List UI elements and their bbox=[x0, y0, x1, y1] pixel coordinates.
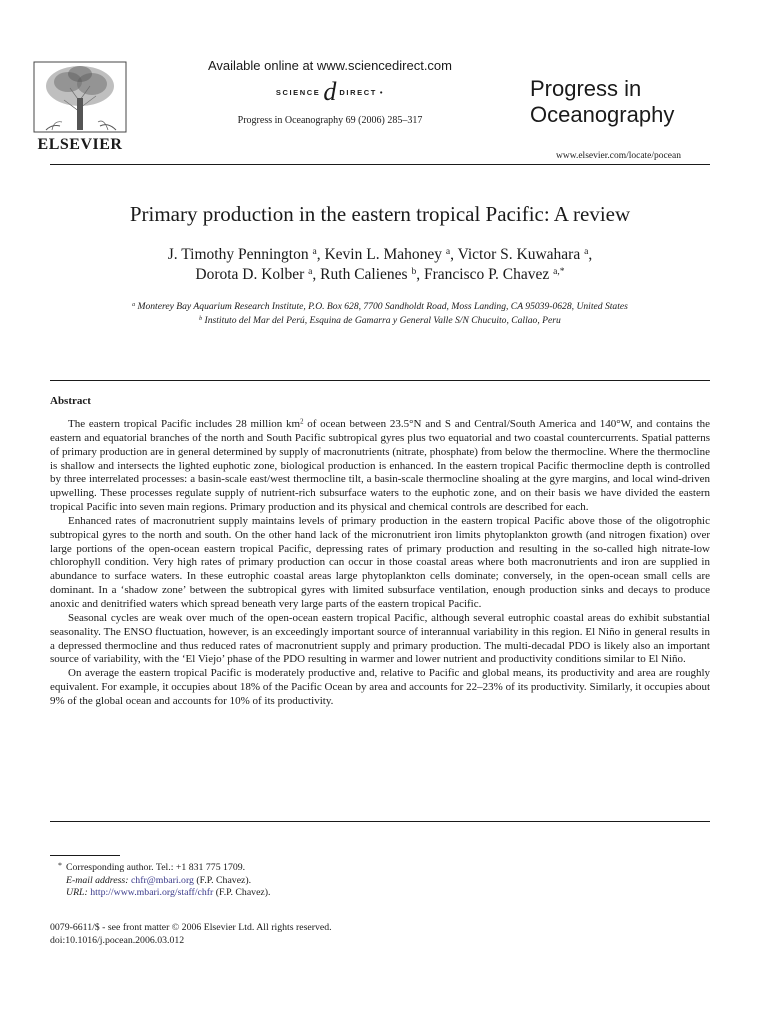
journal-title-line2: Oceanography bbox=[530, 102, 675, 127]
footnote-line bbox=[50, 875, 271, 888]
corresponding-author-footnote bbox=[50, 862, 271, 900]
sciencedirect-bullet: • bbox=[379, 87, 385, 97]
url-label: URL: bbox=[66, 887, 88, 898]
affiliation-marker: b bbox=[411, 266, 417, 278]
email-link[interactable]: chfr@mbari.org bbox=[130, 874, 194, 886]
abstract-paragraph: Seasonal cycles are weak over much of the open-ocean eastern tropical Pacific, although several eutrophic coastal areas do exhibit substantial seasonality. The ENSO fluctuation, however, is an exceedingly important source of interannual variability in this region. El Niño in general results in a depressed thermocline and thus reduced rates of macronutrient supply and primary production. The multi-decadal PDO is likely also an important source of variability, with the ‘El Viejo’ phase of the PDO resulting in warmer and lower nutrient and productivity conditions similar to El Niño. bbox=[50, 611, 710, 666]
footnote-mark: * bbox=[58, 861, 62, 870]
author-line-2 bbox=[60, 265, 700, 285]
abstract-heading: Abstract bbox=[50, 395, 91, 407]
affiliation-text: Instituto del Mar del Perú, Esquina de Gamarra y General Valle S/N Chucuito, Callao, Peru bbox=[202, 315, 561, 326]
author-name: J. Timothy Pennington bbox=[167, 246, 313, 263]
author-name: , Ruth Calienes bbox=[312, 266, 412, 283]
sciencedirect-left: SCIENCE bbox=[275, 87, 321, 97]
abstract-paragraph: Enhanced rates of macronutrient supply maintains levels of primary production in the eastern tropical Pacific above those of the oligotrophic subtropical gyres to the north and south. On the other hand lack of the micronutrient iron limits phytoplankton growth (and nitrogen fixation) over large portions of the open-ocean eastern tropical Pacific, depressing rates of primary production and resulting in the so-called high nitrate-low chlorophyll condition. Very high rates of primary production can occur in those coastal areas where both macronutrients and iron are supplied in abundance to surface waters. In these eutrophic coastal areas large phytoplankton cells dominate; conversely, in the open-ocean small cells are dominant. In a ‘shadow zone’ between the subtropical gyres with limited subsurface ventilation, enough production sinks and decays to produce anoxic and denitrified waters which spread beneath very large parts of the eastern tropical Pacific. bbox=[50, 514, 710, 610]
abstract-end-divider bbox=[50, 821, 710, 822]
author-name: , Francisco P. Chavez bbox=[416, 266, 554, 283]
affiliation-marker: b bbox=[199, 316, 203, 323]
elsevier-tree-icon bbox=[32, 60, 128, 134]
sciencedirect-mark: d bbox=[323, 77, 337, 106]
footnote-line bbox=[50, 862, 271, 875]
article-title: Primary production in the eastern tropical Pacific: A review bbox=[129, 202, 631, 226]
online-availability-block bbox=[190, 58, 470, 126]
affiliation-b bbox=[50, 314, 710, 328]
affiliation-marker: a bbox=[308, 266, 313, 278]
author-line-1 bbox=[60, 245, 700, 265]
header-divider bbox=[50, 164, 710, 165]
url-link[interactable]: http://www.mbari.org/staff/chfr bbox=[90, 887, 214, 898]
journal-citation: Progress in Oceanography 69 (2006) 285–317 bbox=[237, 115, 423, 126]
affiliation-marker: a bbox=[312, 246, 317, 258]
author-name: , Kevin L. Mahoney bbox=[316, 246, 446, 263]
author-separator: , bbox=[588, 246, 593, 263]
abstract-body bbox=[50, 418, 710, 709]
footnote-rule bbox=[50, 855, 120, 856]
journal-title-line1: Progress in bbox=[530, 76, 642, 101]
sciencedirect-right: DIRECT bbox=[339, 87, 377, 97]
journal-title bbox=[530, 76, 674, 128]
affiliations bbox=[50, 300, 710, 328]
issn-line: 0079-6611/$ - see front matter © 2006 Elsevier Ltd. All rights reserved. bbox=[50, 922, 332, 933]
affiliation-text: Monterey Bay Aquarium Research Institute, P.O. Box 628, 7700 Sandholdt Road, Moss Landing, CA 95039-0628, United States bbox=[135, 301, 628, 312]
publisher-name: ELSEVIER bbox=[37, 136, 123, 153]
url-owner: (F.P. Chavez). bbox=[213, 887, 271, 898]
doi-link[interactable]: doi:10.1016/j.pocean.2006.03.012 bbox=[50, 935, 185, 946]
affiliation-a bbox=[50, 300, 710, 314]
abstract-divider bbox=[50, 380, 710, 381]
corresponding-marker[interactable]: a,* bbox=[553, 266, 565, 278]
sciencedirect-logo bbox=[190, 77, 470, 106]
corresponding-text: Corresponding author. Tel.: +1 831 775 1709. bbox=[66, 862, 246, 873]
email-owner: (F.P. Chavez). bbox=[193, 874, 252, 886]
journal-url[interactable]: www.elsevier.com/locate/pocean bbox=[556, 151, 681, 161]
publisher-logo bbox=[24, 60, 136, 154]
affiliation-marker: a bbox=[132, 302, 136, 309]
author-name: Dorota D. Kolber bbox=[195, 266, 309, 283]
author-name: , Victor S. Kuwahara bbox=[450, 246, 585, 263]
affiliation-marker: a bbox=[445, 246, 451, 258]
abstract-paragraph: On average the eastern tropical Pacific is moderately productive and, relative to Pacific and global means, its productivity and area are roughly equivalent. For example, it occupies about 18% of the Pacific Ocean by area and accounts for 22–23% of its productivity. Similarly, it occupies about 9% of the global ocean and accounts for 10% of its productivity. bbox=[50, 667, 710, 707]
author-list bbox=[60, 245, 700, 285]
abstract-paragraph: The eastern tropical Pacific includes 28 million $km^2$ of ocean between 23.5°N and S and Central/South America and 140°W, and contains the eastern and equatorial branches of the north and South Pacific subtropical gyres plus two equatorial and two coastal countercurrents. Spatial patterns of primary production are in general determined by supply of macronutrients (nitrate, phosphate) from below the thermocline. Where the thermocline is shallow and intersects the lighted euphotic zone, biological production is enhanced. In the eastern tropical Pacific thermocline depth is controlled by three interrelated processes: a basin-scale east/west thermocline tilt, a basin-scale thermocline shoaling at the gyre margins, and local wind-driven upwelling. These processes regulate supply of nutrient-rich subsurface waters to the euphotic zone, and on their basis we have divided the eastern tropical Pacific into seven main regions. Primary production and its physical and chemical controls are described for each. bbox=[50, 418, 710, 514]
footnote-line bbox=[50, 887, 271, 900]
available-online-text[interactable]: Available online at www.sciencedirect.com bbox=[208, 58, 452, 73]
email-label: E-mail address: bbox=[66, 874, 129, 886]
affiliation-marker: a bbox=[584, 246, 589, 258]
copyright-block bbox=[50, 921, 332, 947]
